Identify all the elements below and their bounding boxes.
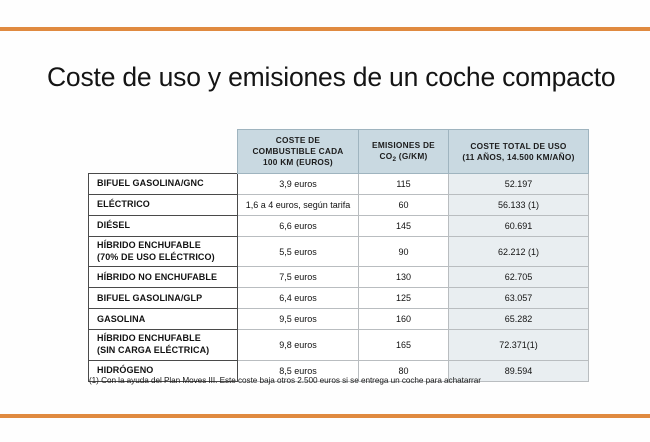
table-row	[89, 330, 589, 360]
column-header-co2-formula-pre: CO	[379, 151, 393, 162]
column-header-total-cost-line2: (11 AÑOS, 14.500 KM/AÑO)	[462, 151, 575, 162]
column-header-total-cost-line1: COSTE TOTAL DE USO	[470, 140, 567, 151]
row-label	[89, 216, 238, 237]
table-row	[89, 237, 589, 267]
column-header-total-cost	[449, 130, 589, 174]
cell-total-cost: 62.705	[449, 267, 589, 288]
cell-total-cost: 65.282	[449, 309, 589, 330]
cell-fuel-cost: 1,6 a 4 euros, según tarifa	[238, 195, 359, 216]
cell-total-cost: 62.212 (1)	[449, 237, 589, 267]
table-row	[89, 288, 589, 309]
column-header-co2-line1: EMISIONES DE	[372, 140, 435, 151]
cell-co2: 160	[359, 309, 449, 330]
top-accent-rule	[0, 27, 650, 31]
cell-co2: 115	[359, 174, 449, 195]
table-row	[89, 195, 589, 216]
comparison-table	[88, 129, 589, 382]
cell-total-cost: 72.371(1)	[449, 330, 589, 360]
row-label	[89, 330, 238, 360]
cell-co2: 125	[359, 288, 449, 309]
table-row	[89, 174, 589, 195]
row-label-line1: HÍBRIDO ENCHUFABLE	[97, 333, 201, 344]
row-label-line2: (SIN CARGA ELÉCTRICA)	[97, 345, 210, 356]
row-label-line1: DIÉSEL	[97, 220, 131, 231]
column-header-co2-emissions	[359, 130, 449, 174]
cell-co2: 145	[359, 216, 449, 237]
row-label	[89, 288, 238, 309]
table-row	[89, 216, 589, 237]
table-row	[89, 309, 589, 330]
row-label-line1: BIFUEL GASOLINA/GLP	[97, 292, 203, 303]
row-label-line1: HÍBRIDO NO ENCHUFABLE	[97, 271, 218, 282]
table-footnote: (1) Con la ayuda del Plan Moves III. Este coste baja otros 2.500 euros si se entrega un coche para achatarrar	[89, 376, 481, 385]
cell-fuel-cost: 3,9 euros	[238, 174, 359, 195]
column-header-blank	[89, 130, 238, 174]
cell-co2: 80	[359, 360, 449, 381]
cell-total-cost: 60.691	[449, 216, 589, 237]
row-label-line1: HIDRÓGENO	[97, 364, 154, 375]
cell-co2: 130	[359, 267, 449, 288]
cell-co2: 165	[359, 330, 449, 360]
row-label	[89, 195, 238, 216]
bottom-accent-rule	[0, 414, 650, 418]
page-title: Coste de uso y emisiones de un coche compacto	[47, 62, 616, 92]
column-header-co2-subscript: 2	[392, 155, 397, 163]
cell-total-cost: 56.133 (1)	[449, 195, 589, 216]
table-body	[89, 174, 589, 382]
row-label-line1: GASOLINA	[97, 313, 146, 324]
row-label	[89, 237, 238, 267]
cell-fuel-cost: 6,4 euros	[238, 288, 359, 309]
column-header-fuel-cost-line3: 100 KM (EUROS)	[263, 156, 333, 167]
cell-co2: 90	[359, 237, 449, 267]
column-header-fuel-cost-line2: COMBUSTIBLE CADA	[252, 146, 344, 157]
column-header-fuel-cost-line1: COSTE DE	[275, 135, 321, 146]
cell-total-cost: 63.057	[449, 288, 589, 309]
row-label	[89, 267, 238, 288]
cell-co2: 60	[359, 195, 449, 216]
row-label-line1: BIFUEL GASOLINA/GNC	[97, 178, 204, 189]
cell-fuel-cost: 6,6 euros	[238, 216, 359, 237]
cell-fuel-cost: 8,5 euros	[238, 360, 359, 381]
table-row	[89, 267, 589, 288]
cell-total-cost: 52.197	[449, 174, 589, 195]
row-label	[89, 309, 238, 330]
cell-fuel-cost: 9,5 euros	[238, 309, 359, 330]
row-label-line1: HÍBRIDO ENCHUFABLE	[97, 240, 201, 250]
table-header	[89, 130, 589, 174]
row-label-line2: (70% DE USO ELÉCTRICO)	[97, 251, 215, 262]
cell-fuel-cost: 5,5 euros	[238, 237, 359, 267]
cell-total-cost: 89.594	[449, 360, 589, 381]
row-label-line1: ELÉCTRICO	[97, 199, 150, 210]
comparison-table-container	[88, 129, 588, 382]
cell-fuel-cost: 9,8 euros	[238, 330, 359, 360]
cell-fuel-cost: 7,5 euros	[238, 267, 359, 288]
column-header-fuel-cost	[238, 130, 359, 174]
row-label	[89, 174, 238, 195]
column-header-co2-units: (G/KM)	[396, 151, 428, 162]
table-header-row	[89, 130, 589, 174]
